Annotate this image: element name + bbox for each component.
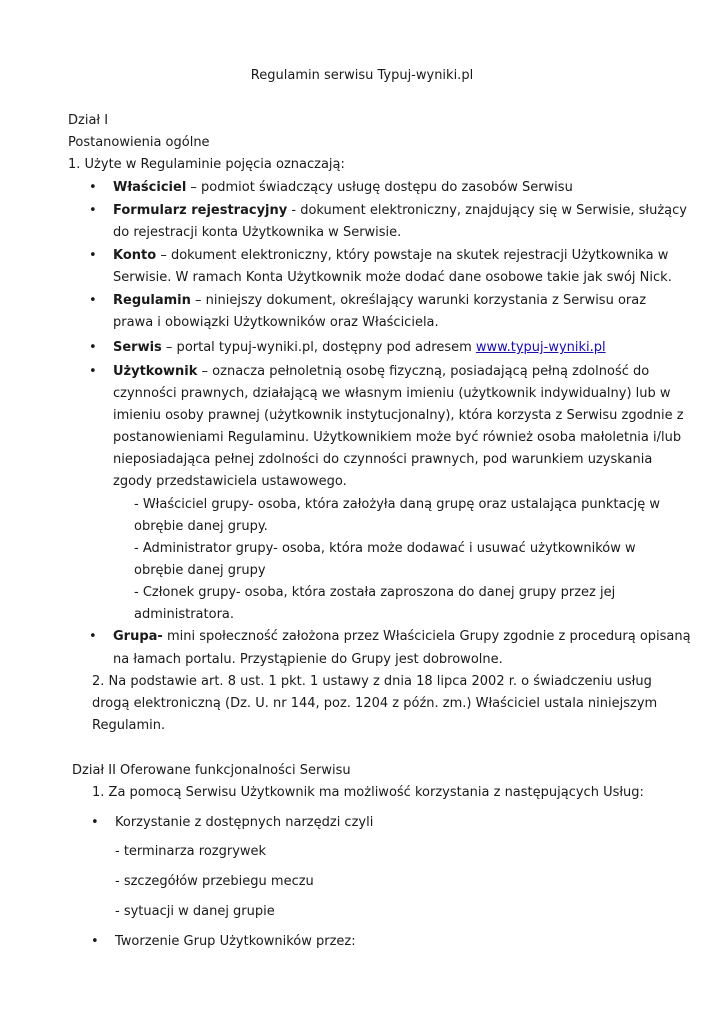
role-wlasciciel-grupy-2: obrębie danej grupy. [134,519,268,534]
point2-line2: drogą elektroniczną (Dz. U. nr 144, poz. 1204 z późn. zm.) Właściciel ustala niniejszym [92,696,658,711]
document-title: Regulamin serwisu Typuj-wyniki.pl [250,68,474,83]
bullet-tworzenie-grup: • [91,934,99,949]
text-konto-1: – dokument elektroniczny, który powstaje na skutek rejestracji Użytkownika w [156,248,669,263]
text-konto-2: Serwisie. W ramach Konta Użytkownik może dodać dane osobowe takie jak swój Nick. [113,270,672,285]
text-uzytkownik-1: – oznacza pełnoletnią osobę fizyczną, posiadającą pełną zdolność do [197,364,650,379]
term-konto: Konto [113,248,157,263]
bullet-formularz: • [89,203,97,218]
definition-konto [113,247,668,265]
text-uzytkownik-5: nieposiadająca pełnej zdolności do czynności prawnych, pod warunkiem uzyskania [113,452,653,467]
role-czlonek-grupy-2: administratora. [134,607,235,622]
role-czlonek-grupy-1: - Członek grupy- osoba, która została zaproszona do danej grupy przez jej [134,585,616,600]
serwis-link[interactable]: www.typuj-wyniki.pl [475,340,606,355]
section1-heading: Dział I [68,113,109,128]
term-serwis: Serwis [113,340,162,355]
definition-regulamin [113,292,646,310]
point2-line3: Regulamin. [92,718,166,733]
text-formularz-1: - dokument elektroniczny, znajdujący się w Serwisie, służący [287,203,687,218]
text-uzytkownik-4: postanowieniami Regulaminu. Użytkownikiem może być również osoba małoletnia i/lub [113,430,682,445]
text-grupa-2: na łamach portalu. Przystąpienie do Grupy jest dobrowolne. [113,652,503,667]
text-wlasciciel: – podmiot świadczący usługę dostępu do zasobów Serwisu [186,180,573,195]
text-uzytkownik-3: imieniu osoby prawnej (użytkownik instytucjonalny), która korzysta z Serwisu zgodnie z [113,408,684,423]
text-grupa-1: mini społeczność założona przez Właściciela Grupy zgodnie z procedurą opisaną [162,629,691,644]
role-wlasciciel-grupy-1: - Właściciel grupy- osoba, która założyła daną grupę oraz ustalająca punktację w [134,497,660,512]
service-narzedzia: Korzystanie z dostępnych narzędzi czyli [115,815,374,830]
role-administrator-grupy-1: - Administrator grupy- osoba, która może dodawać i usuwać użytkowników w [134,541,636,556]
section2-heading: Dział II Oferowane funkcjonalności Serwisu [72,763,351,778]
section1-subheading: Postanowienia ogólne [68,135,210,150]
bullet-narzedzia: • [91,815,99,830]
term-grupa: Grupa- [113,629,163,644]
definition-formularz [113,202,687,220]
term-regulamin: Regulamin [113,293,191,308]
bullet-wlasciciel: • [89,180,97,195]
text-regulamin-1: – niniejszy dokument, określający warunki korzystania z Serwisu oraz [190,293,647,308]
text-uzytkownik-6: zgody przedstawiciela ustawowego. [113,474,347,489]
bullet-serwis: • [89,340,97,355]
tool-sytuacja-grupy: - sytuacji w danej grupie [115,904,275,919]
text-regulamin-2: prawa i obowiązki Użytkowników oraz Właściciela. [113,315,439,330]
bullet-uzytkownik: • [89,364,97,379]
definition-grupa [113,628,691,646]
tool-szczegoly-meczu: - szczegółów przebiegu meczu [115,874,314,889]
bullet-konto: • [89,248,97,263]
bullet-grupa: • [89,629,97,644]
term-formularz: Formularz rejestracyjny [113,203,288,218]
role-administrator-grupy-2: obrębie danej grupy [134,563,266,578]
definition-wlasciciel [113,179,573,197]
definition-uzytkownik [113,363,649,381]
text-formularz-2: do rejestracji konta Użytkownika w Serwisie. [113,225,402,240]
definition-serwis [113,339,606,357]
term-wlasciciel: Właściciel [113,180,187,195]
text-serwis: – portal typuj-wyniki.pl, dostępny pod adresem [161,340,476,355]
point2-line1: 2. Na podstawie art. 8 ust. 1 pkt. 1 ustawy z dnia 18 lipca 2002 r. o świadczeniu usług [92,674,652,689]
text-uzytkownik-2: czynności prawnych, działającą we własnym imieniu (użytkownik indywidualny) lub w [113,386,671,401]
service-tworzenie-grup: Tworzenie Grup Użytkowników przez: [115,934,356,949]
term-uzytkownik: Użytkownik [113,364,198,379]
tool-terminarz: - terminarza rozgrywek [115,844,267,859]
section2-item1: 1. Za pomocą Serwisu Użytkownik ma możliwość korzystania z następujących Usług: [92,785,644,800]
definitions-intro: 1. Użyte w Regulaminie pojęcia oznaczają: [68,157,345,172]
bullet-regulamin: • [89,293,97,308]
